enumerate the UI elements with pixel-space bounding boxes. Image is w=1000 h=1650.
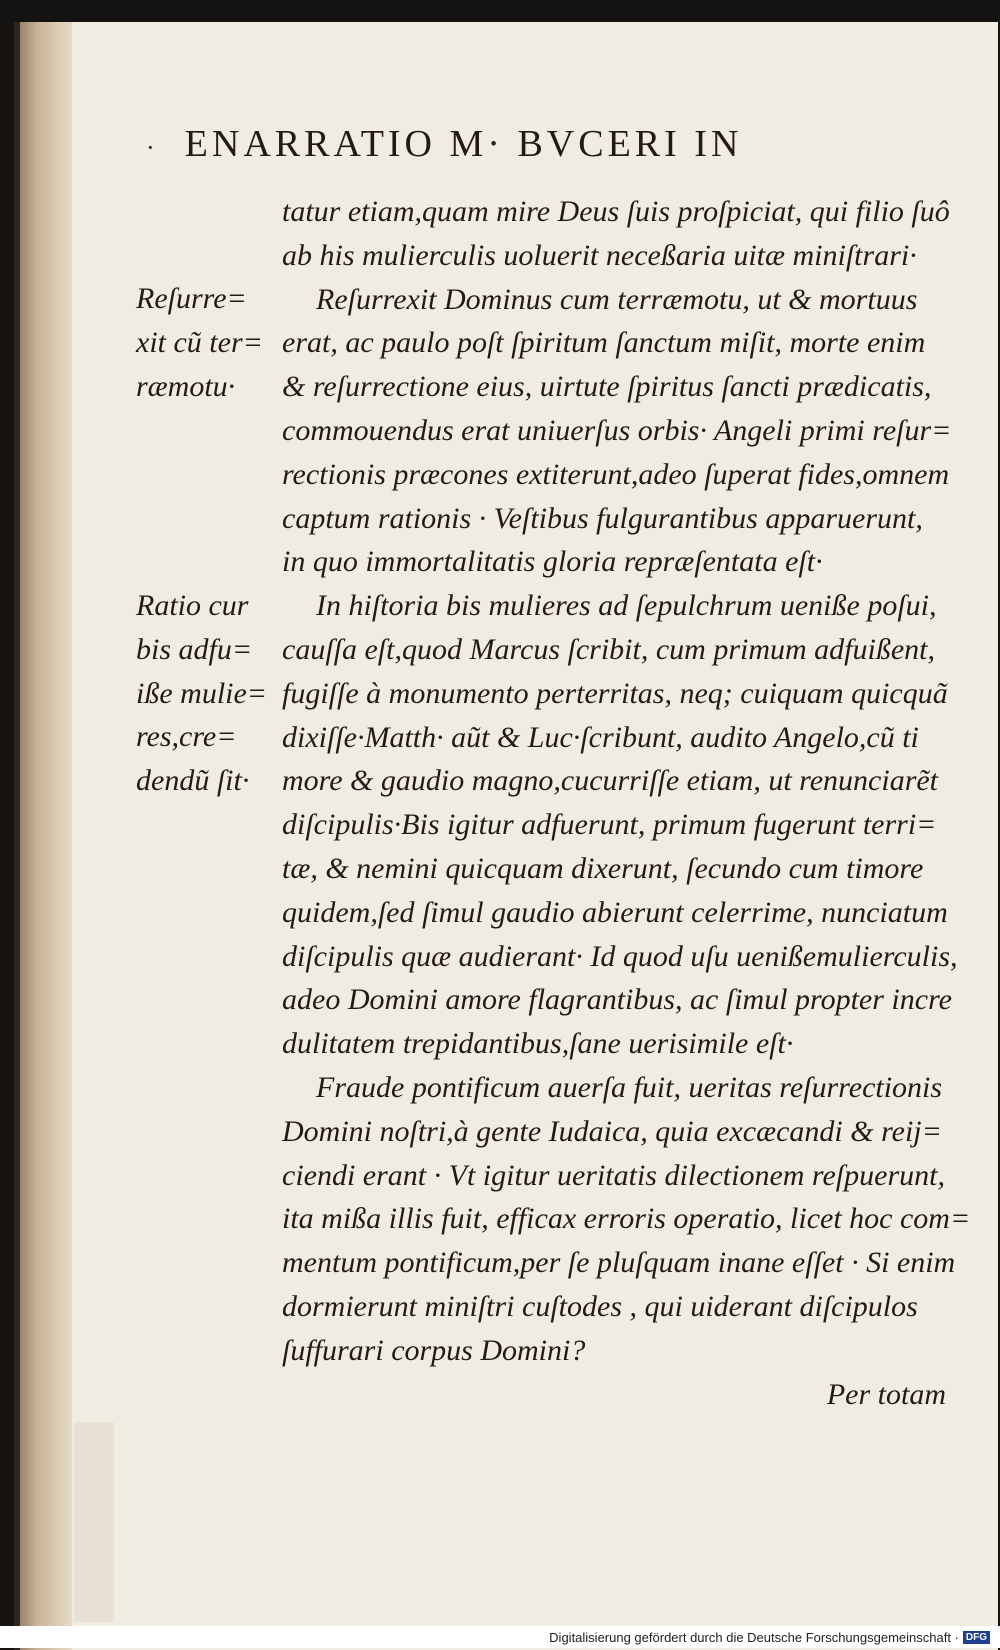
text-line: ciendi erant · Vt igitur ueritatis dilectionem reſpuerunt,	[282, 1158, 945, 1192]
margin-note-line: Reſurre=	[136, 282, 247, 315]
text-line: quidem,ſed ſimul gaudio abierunt celerrime, nunciatum	[282, 895, 948, 929]
text-line: Reſurrexit Dominus cum terræmotu, ut & mortuus	[316, 282, 918, 316]
text-line: dulitatem trepidantibus,ſane uerisimile eſt·	[282, 1027, 794, 1061]
text-line: cauſſa eſt,quod Marcus ſcribit, cum primum adfuißent,	[282, 632, 935, 666]
text-line: diſcipulis·Bis igitur adfuerunt, primum fugerunt terri=	[282, 808, 937, 842]
text-line: fugiſſe à monumento perterritas, neq; cuiquam quicquã	[282, 676, 948, 710]
digitization-footer	[0, 1626, 1000, 1648]
text-line: commouendus erat uniuerſus orbis· Angeli primi reſur=	[282, 413, 952, 447]
text-line: ab his mulierculis uoluerit neceßaria uitæ miniſtrari·	[282, 238, 917, 272]
text-line: captum rationis · Veſtibus fulgurantibus apparuerunt,	[282, 501, 923, 535]
margin-note-line: Ratio cur	[136, 589, 249, 622]
footer-credit: Digitalisierung gefördert durch die Deutsche Forschungsgemeinschaft ·	[549, 1629, 959, 1645]
catchword: Per totam	[826, 1377, 946, 1411]
dfg-logo: DFG	[963, 1631, 990, 1644]
gutter-edge	[14, 22, 20, 1650]
margin-note-line: res,cre=	[136, 720, 237, 754]
text-line: dormierunt miniſtri cuſtodes , qui uiderant diſcipulos	[282, 1289, 918, 1323]
paper-stain	[74, 1422, 114, 1622]
text-line: tæ, & nemini quicquam dixerunt, ſecundo cum timore	[282, 851, 924, 885]
text-line: dixiſſe·Matth· aũt & Luc·ſcribunt, audito Angelo,cũ ti	[282, 720, 919, 754]
text-line: diſcipulis quæ audierant· Id quod uſu uenißemulierculis,	[282, 939, 958, 973]
text-line: ſuffurari corpus Domini?	[282, 1333, 586, 1367]
margin-note-resurrection	[136, 277, 276, 408]
text-line: & reſurrectione eius, uirtute ſpiritus ſancti prædicatis,	[282, 370, 932, 404]
book-page	[14, 22, 998, 1650]
text-line: tatur etiam,quam mire Deus ſuis proſpiciat, qui filio ſuô	[282, 195, 950, 228]
text-line: erat, ac paulo poſt ſpiritum ſanctum miſit, morte enim	[282, 326, 926, 360]
margin-note-line: bis adfu=	[136, 632, 253, 666]
margin-note-line: iße mulie=	[136, 676, 268, 710]
text-line: rectionis præcones extiterunt,adeo ſuperat fides,omnem	[282, 457, 950, 491]
text-line: Fraude pontificum auerſa fuit, ueritas reſurrectionis	[316, 1070, 943, 1104]
margin-note-line: ræmotu·	[136, 369, 236, 403]
text-line: In hiſtoria bis mulieres ad ſepulchrum ueniße poſui,	[316, 589, 937, 623]
margin-note-line: xit cũ ter=	[136, 325, 263, 359]
running-head-mark: ·	[146, 133, 155, 162]
main-text-block	[282, 190, 984, 1416]
text-line: ita mißa illis fuit, efficax erroris operatio, licet hoc com=	[282, 1202, 971, 1236]
running-head-title: ENARRATIO M· BVCERI IN	[184, 123, 743, 165]
text-line: adeo Domini amore flagrantibus, ac ſimul propter incre	[282, 983, 952, 1017]
margin-note-line: dendũ ſit·	[136, 764, 250, 798]
text-line: Domini noſtri,à gente Iudaica, quia excæcandi & reij=	[282, 1114, 942, 1148]
running-head	[146, 122, 906, 166]
text-line: in quo immortalitatis gloria repræſentata eſt·	[282, 545, 823, 579]
text-line: more & gaudio magno,cucurriſſe etiam, ut renunciarẽt	[282, 764, 939, 798]
margin-note-women	[136, 584, 276, 803]
text-line: mentum pontificum,per ſe pluſquam inane eſſet · Si enim	[282, 1246, 956, 1280]
page-gutter	[14, 22, 72, 1650]
